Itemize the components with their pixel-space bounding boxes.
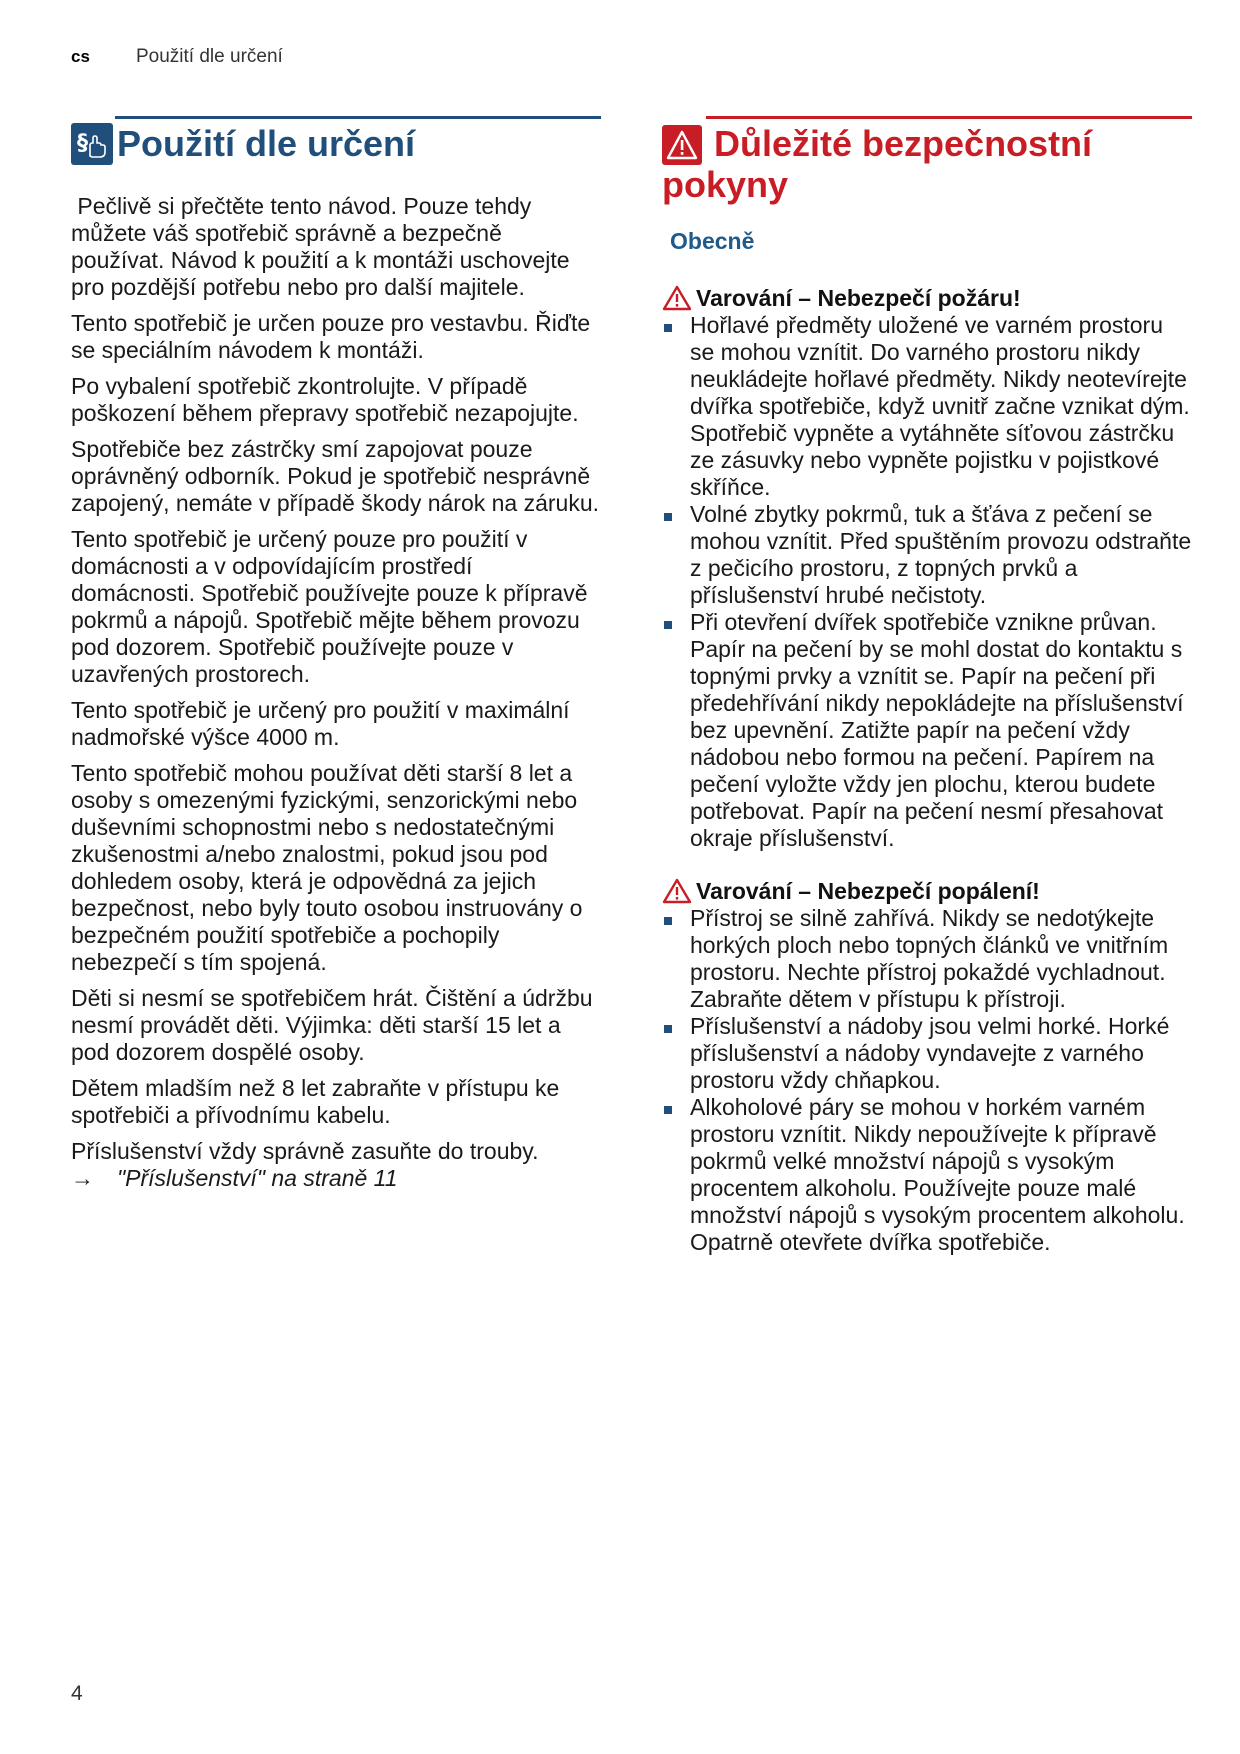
warning-list — [662, 905, 1192, 1256]
list-item-text: Příslušenství a nádoby jsou velmi horké. Horké příslušenství a nádoby vyndavejte z varného prostoru vždy chňapkou. — [690, 1012, 1170, 1093]
list-item-text: Při otevření dvířek spotřebiče vznikne průvan. Papír na pečení by se mohl dostat do kontaktu s topnými prvky a vznítit se. Papír na pečení při předehřívání nikdy nepokládejte na příslušenství bez upevnění. Zatižte papír na pečení vždy nádobou nebo formou na pečení. Papírem na pečení vyložte vždy jen plochu, kterou budete potřebovat. Papír na pečení nesmí přesahovat okraje příslušenství. — [690, 608, 1184, 851]
warning-heading — [662, 878, 1192, 905]
header-title: Použití dle určení — [136, 46, 283, 67]
paragraph: Pečlivě si přečtěte tento návod. Pouze tehdy můžete váš spotřebič správně a bezpečně používat. Návod k použití a k montáži uschovejte pro pozdější potřebu nebo pro další majitele. — [71, 193, 576, 300]
warning-list — [662, 312, 1192, 852]
paragraph: Tento spotřebič je určený pouze pro použití v domácnosti a v odpovídajícím prostředí domácnosti. Spotřebič používejte pouze k přípravě pokrmů a nápojů. Spotřebič mějte během provozu pod dozorem. Spotřebič používejte pouze v uzavřených prostorech. — [71, 526, 588, 687]
bullet-icon — [664, 324, 672, 332]
section-rule — [115, 116, 601, 119]
section-heading — [71, 123, 601, 165]
language-code: cs — [71, 47, 90, 66]
left-column — [71, 116, 601, 1192]
warning-icon — [662, 125, 702, 165]
list-item-text: Alkoholové páry se mohou v horkém varném prostoru vznítit. Nikdy nepoužívejte k přípravě pokrmů velké množství nápojů s vysokým procentem alkoholu. Používejte pouze malé množství nápojů s vysokým procentem alkoholu. Opatrně otevřete dvířka spotřebiče. — [690, 1093, 1185, 1255]
warning-title: Varování – Nebezpečí požáru! — [696, 284, 1021, 311]
section-title-line: Důležité bezpečnostní — [714, 123, 1093, 164]
bullet-icon — [664, 513, 672, 521]
paragraph: Příslušenství vždy správně zasuňte do trouby. — [71, 1138, 539, 1164]
list-item — [662, 1013, 1192, 1094]
list-item — [662, 905, 1192, 1013]
reference-link[interactable]: "Příslušenství" na straně 11 — [117, 1165, 398, 1191]
section-title — [662, 123, 1093, 206]
list-item — [662, 609, 1192, 852]
bullet-icon — [664, 1106, 672, 1114]
paragraph: Tento spotřebič je určen pouze pro vestavbu. Řiďte se speciálním návodem k montáži. — [71, 310, 591, 363]
section-heading — [662, 123, 1192, 206]
paragraph: Dětem mladším než 8 let zabraňte v přístupu ke spotřebiči a přívodnímu kabelu. — [71, 1075, 560, 1128]
section-rule — [706, 116, 1192, 119]
arrow-right-icon: → — [71, 1165, 94, 1191]
page-header — [71, 46, 283, 68]
warning-block — [662, 878, 1192, 1256]
warning-heading — [662, 285, 1192, 312]
list-item — [662, 501, 1192, 609]
svg-text:§: § — [77, 131, 88, 156]
paragraph: Po vybalení spotřebič zkontrolujte. V případě poškození během přepravy spotřebič nezapojujte. — [71, 373, 579, 426]
list-item — [662, 312, 1192, 501]
cross-reference[interactable] — [71, 1165, 601, 1192]
bullet-icon — [664, 917, 672, 925]
warning-triangle-icon — [662, 285, 692, 311]
warning-block — [662, 285, 1192, 852]
law-hand-icon — [71, 123, 113, 165]
list-item — [662, 1094, 1192, 1256]
bullet-icon — [664, 621, 672, 629]
list-item-text: Přístroj se silně zahřívá. Nikdy se nedotýkejte horkých ploch nebo topných článků ve vnitřním prostoru. Nechte přístroj pokaždé vychladnout. Zabraňte dětem v přístupu k přístroji. — [690, 904, 1169, 1012]
list-item-text: Volné zbytky pokrmů, tuk a šťáva z pečení se mohou vznítit. Před spuštěním provozu odstraňte z pečicího prostoru, z topných prvků a příslušenství hrubé nečistoty. — [690, 500, 1192, 608]
warning-triangle-icon — [662, 878, 692, 904]
bullet-icon — [664, 1025, 672, 1033]
section-title: Použití dle určení — [117, 123, 416, 165]
paragraph: Spotřebiče bez zástrčky smí zapojovat pouze oprávněný odborník. Pokud je spotřebič nesprávně zapojený, nemáte v případě škody nárok na záruku. — [71, 436, 600, 516]
section-title-line: pokyny — [662, 164, 789, 206]
subheading: Obecně — [670, 227, 755, 254]
paragraph: Tento spotřebič mohou používat děti starší 8 let a osoby s omezenými fyzickými, senzorickými nebo duševními schopnostmi nebo s nedostatečnými zkušenostmi a/nebo znalostmi, pokud jsou pod dohledem osoby, která je odpovědná za jejich bezpečnost, nebo byly touto osobou instruovány o bezpečném použití spotřebiče a pochopily nebezpečí s tím spojená. — [71, 760, 583, 975]
page-number: 4 — [71, 1682, 83, 1705]
right-column — [662, 116, 1192, 1256]
warning-title: Varování – Nebezpečí popálení! — [696, 877, 1040, 904]
list-item-text: Hořlavé předměty uložené ve varném prostoru se mohou vznítit. Do varného prostoru nikdy neukládejte hořlavé předměty. Nikdy neotevírejte dvířka spotřebiče, když uvnitř začne vznikat dým. Spotřebič vypněte a vytáhněte síťovou zástrčku ze zásuvky nebo vypněte pojistku v pojistkové skříňce. — [690, 311, 1190, 500]
paragraph: Tento spotřebič je určený pro použití v maximální nadmořské výšce 4000 m. — [71, 697, 570, 750]
paragraph: Děti si nesmí se spotřebičem hrát. Čištění a údržbu nesmí provádět děti. Výjimka: děti starší 15 let a pod dozorem dospělé osoby. — [71, 985, 593, 1065]
